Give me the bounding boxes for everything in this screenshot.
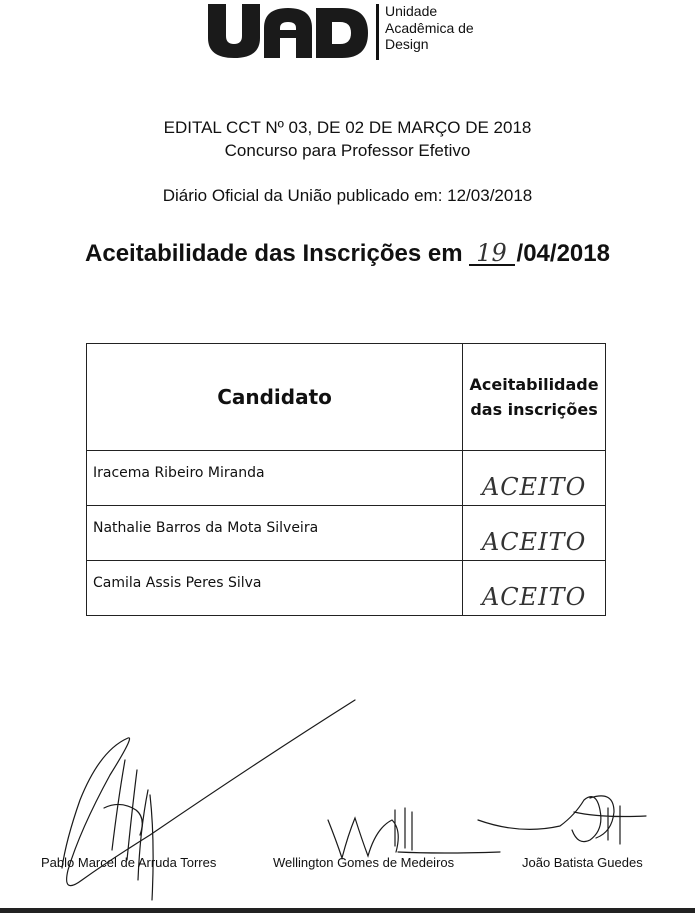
contest-subtitle: Concurso para Professor Efetivo <box>224 141 471 160</box>
edital-title: EDITAL CCT Nº 03, DE 02 DE MARÇO DE 2018 <box>163 118 532 137</box>
candidates-table <box>86 343 606 616</box>
logo-caption-line: Design <box>385 36 429 52</box>
publication-date: Diário Oficial da União publicado em: 12/03/2018 <box>162 186 533 205</box>
signature-2-stroke <box>328 808 500 858</box>
column-header-candidate: Candidato <box>87 344 463 451</box>
logo-caption-line: Unidade <box>385 3 438 19</box>
logo-caption-line: Acadêmica de <box>385 19 474 36</box>
signatory-name: Wellington Gomes de Medeiros <box>273 855 455 870</box>
handwritten-status: ACEITO <box>481 528 587 556</box>
column-header-status-line: Aceitabilidade <box>469 375 599 394</box>
logo-letter-d <box>316 8 368 58</box>
title-suffix: /04/2018 <box>516 240 610 267</box>
bottom-border <box>0 908 695 913</box>
table-row <box>87 506 606 561</box>
logo-caption <box>385 3 474 53</box>
handwritten-day: 19 <box>469 242 515 266</box>
uad-logo <box>208 4 368 58</box>
table-row <box>87 451 606 506</box>
handwritten-status: ACEITO <box>481 583 587 611</box>
signatory-name: Pablo Marcel de Arruda Torres <box>41 855 217 870</box>
column-header-status <box>463 344 606 451</box>
signature-1-stroke <box>104 804 142 835</box>
candidate-status <box>463 561 606 616</box>
logo-letter-u <box>208 4 260 58</box>
candidate-name: Camila Assis Peres Silva <box>87 561 463 616</box>
candidate-status <box>463 506 606 561</box>
column-header-status-line: das inscrições <box>470 400 598 419</box>
handwritten-status: ACEITO <box>481 473 587 501</box>
signatures-area <box>0 680 695 905</box>
page-title <box>0 240 695 268</box>
candidate-name: Nathalie Barros da Mota Silveira <box>87 506 463 561</box>
candidate-status <box>463 451 606 506</box>
logo-divider <box>376 4 379 60</box>
logo-letter-a <box>264 8 312 58</box>
signature-1-stroke <box>112 760 153 900</box>
signature-3-stroke <box>478 796 646 844</box>
table-row <box>87 561 606 616</box>
table-header-row <box>87 344 606 451</box>
candidate-name: Iracema Ribeiro Miranda <box>87 451 463 506</box>
title-prefix: Aceitabilidade das Inscrições em <box>85 240 463 267</box>
signatory-name: João Batista Guedes <box>522 855 643 870</box>
